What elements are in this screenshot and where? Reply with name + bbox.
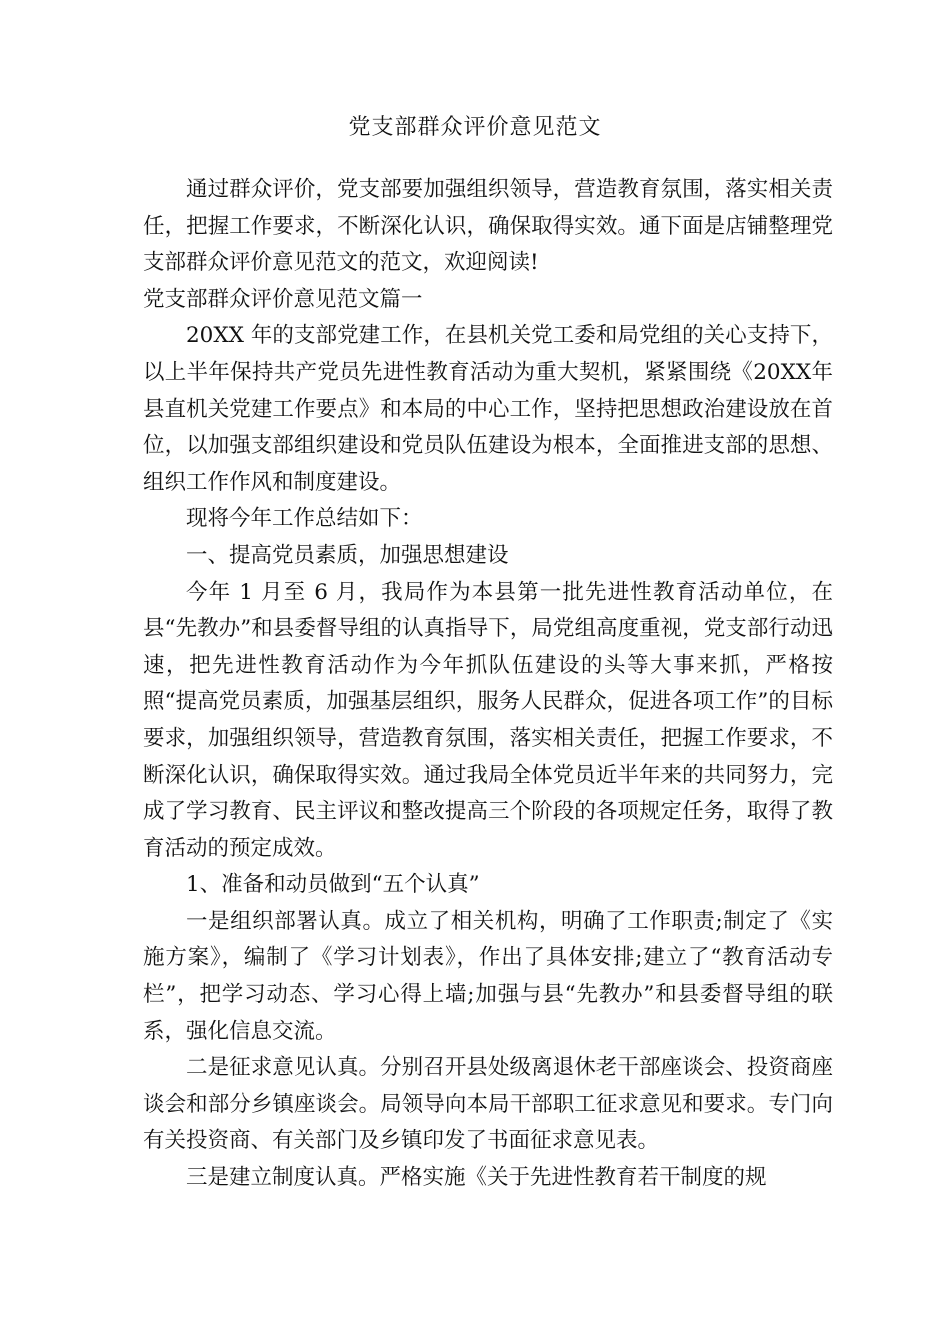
document-body (143, 172, 833, 1197)
paragraph: 三是建立制度认真。严格实施《关于先进性教育若干制度的规 (186, 1165, 767, 1191)
document-title: 党支部群众评价意见范文 (348, 115, 602, 140)
subheading: 一、提高党员素质，加强思想建设 (186, 542, 509, 568)
paragraph: 20XX 年的支部党建工作，在县机关党工委和局党组的关心支持下，以上半年保持共产党员先进性教育活动为重大契机，紧紧围绕《20XX年县直机关党建工作要点》和本局的中心工作，坚持把思想政治建设放在首位，以加强支部组织建设和党员队伍建设为根本，全面推进支部的思想、组织工作作风和制度建设。 (143, 323, 833, 495)
paragraph: 二是征求意见认真。分别召开县处级离退休老干部座谈会、投资商座谈会和部分乡镇座谈会。局领导向本局干部职工征求意见和要求。专门向有关投资商、有关部门及乡镇印发了书面征求意见表。 (143, 1055, 833, 1154)
paragraph-intro: 通过群众评价，党支部要加强组织领导，营造教育氛围，落实相关责任，把握工作要求，不断深化认识，确保取得实效。通下面是店铺整理党支部群众评价意见范文的范文，欢迎阅读! (143, 177, 833, 276)
section-heading: 党支部群众评价意见范文篇一 (143, 286, 423, 312)
subheading: 1、准备和动员做到“五个认真” (186, 872, 480, 898)
paragraph: 今年 1 月至 6 月，我局作为本县第一批先进性教育活动单位，在县“先教办”和县委督导组的认真指导下，局党组高度重视，党支部行动迅速，把先进性教育活动作为今年抓队伍建设的头等大事来抓，严格按照“提高党员素质，加强基层组织，服务人民群众，促进各项工作”的目标要求，加强组织领导，营造教育氛围，落实相关责任，把握工作要求，不断深化认识，确保取得实效。通过我局全体党员近半年来的共同努力，完成了学习教育、民主评议和整改提高三个阶段的各项规定任务，取得了教育活动的预定成效。 (143, 579, 833, 861)
paragraph: 现将今年工作总结如下： (186, 506, 423, 532)
paragraph: 一是组织部署认真。成立了相关机构，明确了工作职责;制定了《实施方案》，编制了《学习计划表》，作出了具体安排;建立了“教育活动专栏”，把学习动态、学习心得上墙;加强与县“先教办”和县委督导组的联系，强化信息交流。 (143, 908, 833, 1044)
